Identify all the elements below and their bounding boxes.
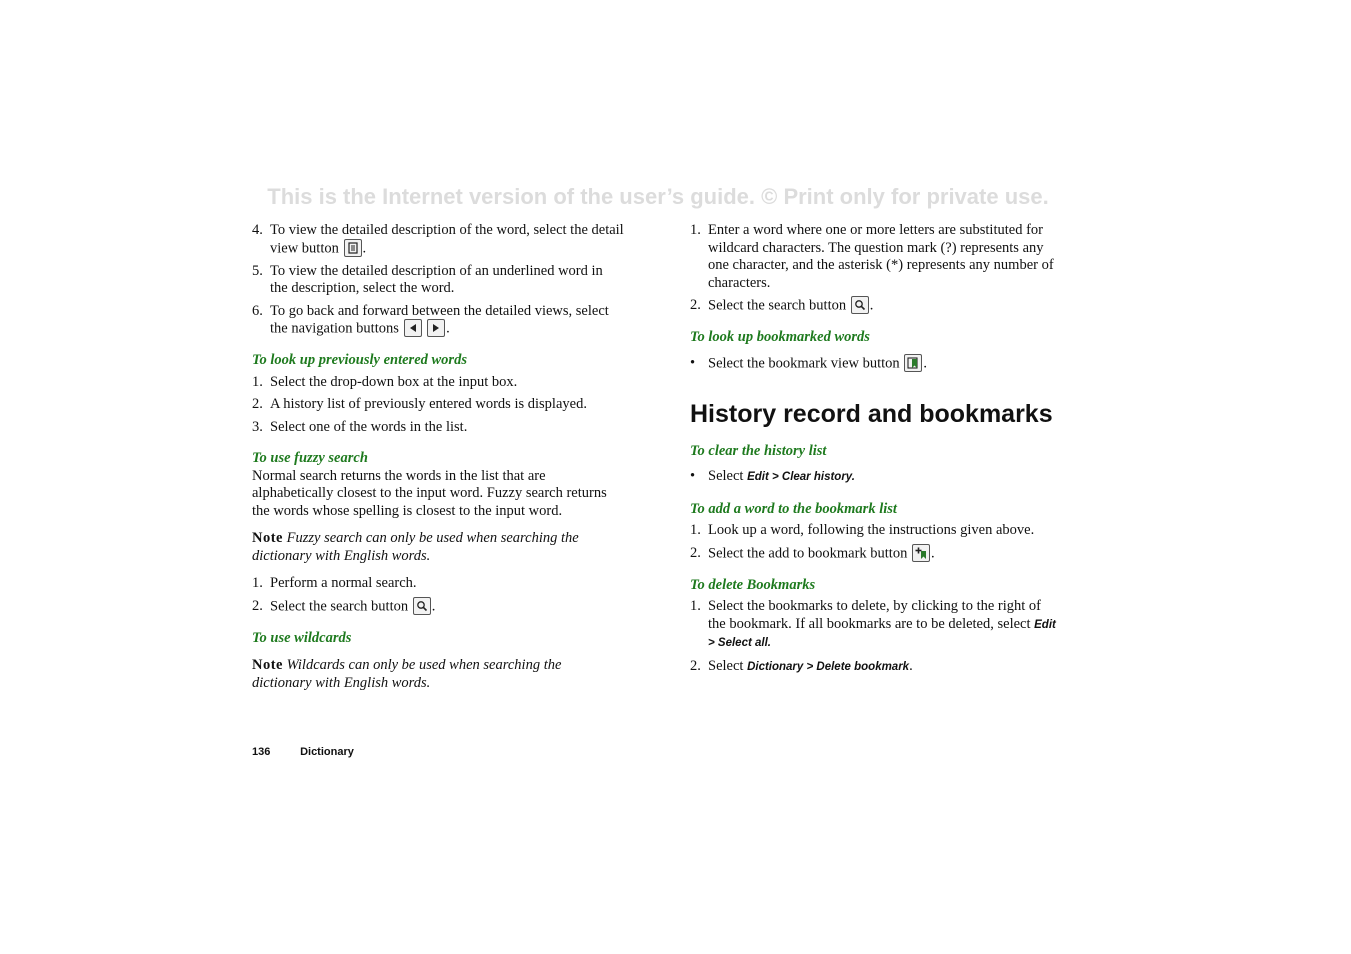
list-item: 2. Select the search button .	[252, 597, 436, 614]
fuzzy-steps	[252, 575, 624, 616]
subheading-clear-history: To clear the history list	[690, 442, 827, 459]
page-footer	[252, 746, 354, 758]
list-item: 5. To view the detailed description of an underlined word in the description, select the word.	[252, 262, 603, 296]
list-item: 1. Enter a word where one or more letters are substituted for wildcard characters. The question mark (?) represents any one character, and the asterisk (*) represents any number of characters.	[690, 222, 1054, 291]
bookmark-view-icon	[904, 354, 922, 372]
list-item: • Select the bookmark view button .	[690, 354, 927, 371]
menu-path: Edit > Select all.	[708, 618, 1056, 649]
subheading-delete-bookmarks: To delete Bookmarks	[690, 576, 816, 593]
previous-words-steps	[252, 374, 624, 437]
add-bookmark-steps	[690, 522, 1062, 563]
list-item: 2. Select Dictionary > Delete bookmark.	[690, 657, 913, 674]
clear-history-steps	[690, 468, 1062, 487]
list-item: 1. Perform a normal search.	[252, 575, 417, 591]
fuzzy-note: Note Fuzzy search can only be used when searching the dictionary with English words.	[252, 530, 579, 564]
list-item: 1. Select the drop-down box at the input box.	[252, 373, 518, 390]
list-item: 4. To view the detailed description of the word, select the detail view button .	[252, 222, 624, 256]
menu-path: Dictionary > Delete bookmark	[747, 660, 910, 673]
list-item: 1. Look up a word, following the instructions given above.	[690, 522, 1035, 538]
subheading-fuzzy-search: To use fuzzy search	[252, 450, 368, 466]
subheading-wildcards: To use wildcards	[252, 629, 352, 646]
list-item: 1. Select the bookmarks to delete, by clicking to the right of the bookmark. If all bookmarks are to be deleted, select Edit > Select all.	[690, 598, 1056, 649]
menu-path: Edit > Clear history.	[747, 471, 855, 483]
footer-section: Dictionary	[300, 746, 354, 758]
list-item: 6. To go back and forward between the detailed views, select the navigation buttons .	[252, 302, 609, 337]
list-item: 2. Select the search button .	[690, 297, 874, 314]
subheading-previous-words: To look up previously entered words	[252, 352, 467, 368]
watermark: This is the Internet version of the user’s guide. © Print only for private use.	[267, 184, 1049, 209]
fuzzy-description: Normal search returns the words in the list that are alphabetically closest to the input word. Fuzzy search returns the words whose spelling is closest to the input word.	[252, 467, 607, 519]
search-icon	[851, 296, 869, 314]
section-title: History record and bookmarks	[690, 399, 1053, 428]
back-arrow-icon	[404, 319, 422, 337]
left-column	[252, 222, 624, 702]
forward-arrow-icon	[427, 319, 445, 337]
list-item: • Select Edit > Clear history.	[690, 468, 855, 484]
detail-steps	[252, 222, 624, 338]
delete-bookmark-steps	[690, 598, 1062, 676]
bookmarked-steps	[690, 355, 1062, 373]
add-bookmark-icon	[912, 544, 930, 562]
detail-view-icon	[344, 239, 362, 257]
right-column	[690, 222, 1062, 681]
subheading-add-bookmark: To add a word to the bookmark list	[690, 500, 897, 517]
wildcards-note: Note Wildcards can only be used when searching the dictionary with English words.	[252, 657, 562, 691]
list-item: 2. Select the add to bookmark button .	[690, 544, 935, 561]
list-item: 2. A history list of previously entered words is displayed.	[252, 396, 587, 412]
page-number: 136	[252, 746, 271, 758]
wildcard-steps	[690, 222, 1062, 315]
subheading-bookmarked-words: To look up bookmarked words	[690, 329, 870, 345]
list-item: 3. Select one of the words in the list.	[252, 418, 468, 435]
search-icon	[413, 597, 431, 615]
